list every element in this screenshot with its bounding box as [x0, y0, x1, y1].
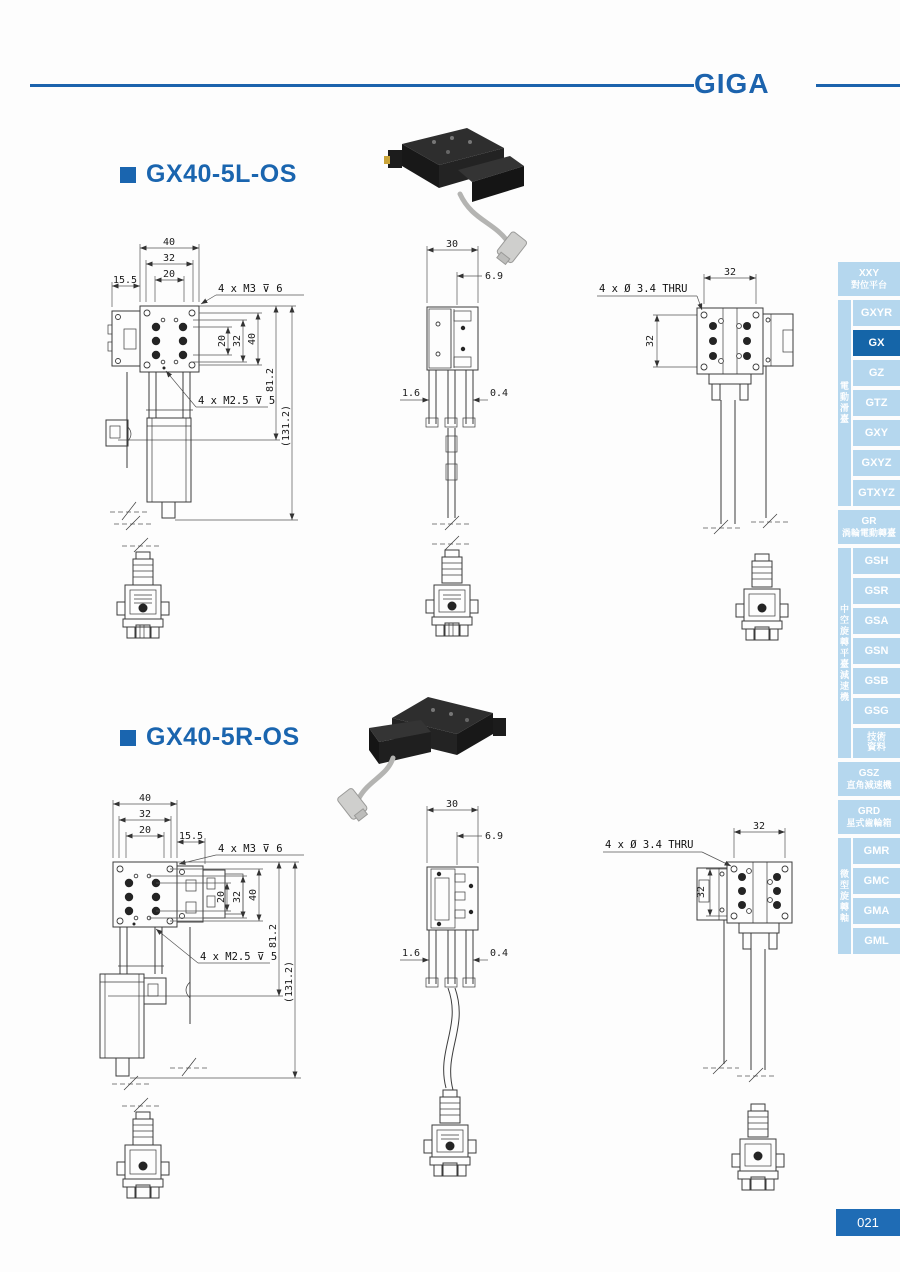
- sidebar-group-motor-slides: [838, 300, 900, 506]
- sidebar-item-label-zh: 直角減速機: [846, 779, 892, 790]
- sidebar-item-tech-docs[interactable]: [853, 728, 900, 758]
- callout-m25: 4 x M2.5 ⊽ 5: [200, 951, 278, 963]
- sidebar-group-label-hollow-rotary: 中空旋轉平臺減速機: [838, 548, 851, 758]
- dim-label: 6.9: [485, 831, 504, 842]
- dim-label: 32: [162, 253, 176, 264]
- dim-label: 32: [645, 334, 656, 348]
- title-square-icon: [120, 167, 136, 183]
- section-title-2: [120, 723, 300, 752]
- sidebar-item-gsr[interactable]: GSR: [853, 578, 900, 604]
- sidebar-item-gmr[interactable]: GMR: [853, 838, 900, 864]
- sidebar-item-gtz[interactable]: GTZ: [853, 390, 900, 416]
- front-view-gx40-5r: [98, 790, 310, 1202]
- callout-thru: 4 x Ø 3.4 THRU: [599, 283, 688, 295]
- section-title-text: GX40-5R-OS: [146, 723, 300, 751]
- dim-label: 40: [247, 332, 258, 346]
- callout-thru: 4 x Ø 3.4 THRU: [605, 839, 694, 851]
- sidebar-item-label-zh: 渦輪電動轉臺: [841, 527, 896, 538]
- sidebar-item-grd[interactable]: [838, 800, 900, 834]
- sidebar-item-gsg[interactable]: GSG: [853, 698, 900, 724]
- cable-connector-drawing: [736, 554, 788, 640]
- callout-m3: 4 x M3 ⊽ 6: [218, 283, 283, 295]
- front-view-gx40-5l: [98, 230, 310, 650]
- dim-label: 40: [162, 237, 176, 248]
- title-square-icon: [120, 730, 136, 746]
- callout-m25: 4 x M2.5 ⊽ 5: [198, 395, 276, 407]
- sidebar-item-gxy[interactable]: GXY: [853, 420, 900, 446]
- dim-label: 32: [723, 267, 737, 278]
- sidebar-item-label: GSZ: [858, 768, 880, 780]
- cable-connector-drawing: [426, 550, 478, 636]
- dim-label: 40: [248, 888, 259, 902]
- catalog-sidebar: [838, 262, 900, 954]
- sidebar-group-micro-rotary: [838, 838, 900, 954]
- cable-connector-drawing: [424, 1090, 476, 1176]
- dim-label: 81.2: [268, 923, 279, 949]
- back-view-gx40-5l: [585, 262, 825, 662]
- sidebar-item-gx[interactable]: GX: [853, 330, 900, 356]
- cable-connector-drawing: [117, 1112, 169, 1198]
- sidebar-item-xxy[interactable]: [838, 262, 900, 296]
- dim-label: 6.9: [485, 271, 504, 282]
- sidebar-item-label-zh: 星式齒輪箱: [846, 817, 892, 828]
- dim-label: 1.6: [402, 948, 421, 959]
- dim-label: 20: [217, 334, 228, 348]
- dim-label: 81.2: [265, 367, 276, 393]
- back-view-gx40-5r: [585, 812, 825, 1192]
- dim-label: 15.5: [112, 275, 138, 286]
- sidebar-item-label: GR: [861, 516, 877, 528]
- sidebar-item-gtxyz[interactable]: GTXYZ: [853, 480, 900, 506]
- dim-label: (131.2): [281, 404, 292, 448]
- brand-logo: GIGA: [694, 68, 770, 99]
- page-number-badge: 021: [836, 1209, 900, 1236]
- dim-label: (131.2): [284, 960, 295, 1004]
- sidebar-item-gxyr[interactable]: GXYR: [853, 300, 900, 326]
- sidebar-group-label-micro-rotary: 微型旋轉軸: [838, 838, 851, 954]
- dim-label: 20: [216, 890, 227, 904]
- header-rule-right: [816, 84, 900, 87]
- dim-label: 40: [138, 793, 152, 804]
- dim-label: 20: [162, 269, 176, 280]
- sidebar-item-gml[interactable]: GML: [853, 928, 900, 954]
- sidebar-item-gxyz[interactable]: GXYZ: [853, 450, 900, 476]
- dim-label: 30: [445, 239, 459, 250]
- side-view-gx40-5r: [388, 788, 563, 1200]
- header-rule-left: [30, 84, 694, 87]
- sidebar-item-gr[interactable]: [838, 510, 900, 544]
- dim-label: 15.5: [178, 831, 204, 842]
- dim-label: 32: [232, 334, 243, 348]
- dim-label: 32: [696, 885, 707, 899]
- sidebar-item-gmc[interactable]: GMC: [853, 868, 900, 894]
- sidebar-item-label: XXY: [858, 268, 879, 280]
- dim-label: 1.6: [402, 388, 421, 399]
- sidebar-item-gsn[interactable]: GSN: [853, 638, 900, 664]
- sidebar-item-label: GRD: [857, 806, 881, 818]
- sidebar-item-label: 技術: [866, 731, 886, 743]
- sidebar-item-gsh[interactable]: GSH: [853, 548, 900, 574]
- dim-label: 0.4: [490, 948, 509, 959]
- sidebar-item-label-zh: 對位平台: [850, 279, 887, 290]
- dim-label: 30: [445, 799, 459, 810]
- sidebar-item-gsz[interactable]: [838, 762, 900, 796]
- sidebar-item-gz[interactable]: GZ: [853, 360, 900, 386]
- sidebar-item-label: 資料: [866, 742, 886, 753]
- section-title-1: [120, 160, 297, 189]
- cable-connector-drawing: [732, 1104, 784, 1190]
- section-title-text: GX40-5L-OS: [146, 160, 297, 188]
- sidebar-group-hollow-rotary: [838, 548, 900, 758]
- callout-m3: 4 x M3 ⊽ 6: [218, 843, 283, 855]
- dim-label: 32: [138, 809, 152, 820]
- dim-label: 32: [232, 890, 243, 904]
- cable-connector-drawing: [117, 552, 169, 638]
- sidebar-group-label-motor-slides: 電動滑臺: [838, 300, 851, 506]
- dim-label: 0.4: [490, 388, 509, 399]
- sidebar-item-gsb[interactable]: GSB: [853, 668, 900, 694]
- dim-label: 20: [138, 825, 152, 836]
- side-view-gx40-5l: [388, 228, 563, 658]
- dim-label: 32: [752, 821, 766, 832]
- sidebar-item-gsa[interactable]: GSA: [853, 608, 900, 634]
- sidebar-item-gma[interactable]: GMA: [853, 898, 900, 924]
